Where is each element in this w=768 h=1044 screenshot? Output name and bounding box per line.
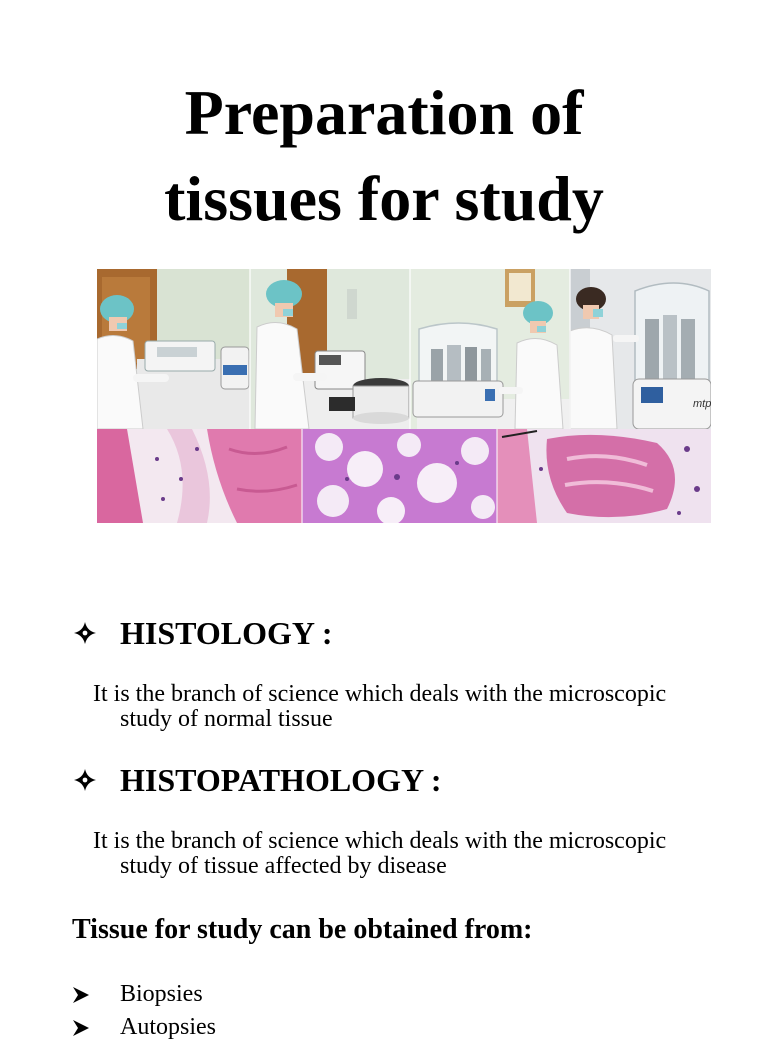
- arrowhead-bullet-icon: [72, 986, 90, 1004]
- title-line-1: Preparation of: [184, 77, 584, 148]
- micrograph-2: [302, 429, 497, 523]
- section-text-histopathology: [93, 829, 733, 879]
- arrowhead-bullet-icon: [72, 1019, 90, 1037]
- lab-photo-4: [570, 269, 711, 429]
- diamond-bullet-icon: [74, 622, 96, 644]
- diamond-bullet-icon: [74, 769, 96, 791]
- lab-photo-1: [97, 269, 250, 429]
- heading-text: HISTOPATHOLOGY :: [120, 762, 442, 798]
- section-text-line-1: It is the branch of science which deals with the microscopic: [93, 681, 667, 707]
- tissue-sources-list: [72, 978, 216, 1044]
- lab-photo-3: [410, 269, 570, 429]
- lab-and-micrograph-figure: [97, 269, 711, 523]
- lab-photo-strip: [97, 269, 711, 429]
- heading-text: HISTOLOGY :: [120, 615, 333, 651]
- list-item-label: Autopsies: [120, 1014, 216, 1040]
- tissue-sources-heading: Tissue for study can be obtained from:: [72, 914, 533, 945]
- title-line-2: tissues for study: [164, 163, 604, 234]
- section-text-line-1: It is the branch of science which deals with the microscopic: [93, 828, 667, 854]
- page-title: [0, 70, 768, 242]
- section-text-line-2: study of normal tissue: [120, 706, 333, 732]
- section-text-line-2: study of tissue affected by disease: [120, 853, 447, 879]
- list-item: [72, 1011, 216, 1044]
- section-text-histology: [93, 682, 733, 732]
- instrument-label: mtp: [693, 398, 711, 410]
- micrograph-1: [97, 429, 302, 523]
- section-heading-histology: [74, 614, 333, 652]
- micrograph-strip: [97, 429, 711, 523]
- micrograph-3: [497, 429, 711, 523]
- section-heading-histopathology: [74, 761, 442, 799]
- list-item: [72, 978, 216, 1011]
- list-item-label: Biopsies: [120, 981, 203, 1007]
- lab-photo-2: [250, 269, 410, 429]
